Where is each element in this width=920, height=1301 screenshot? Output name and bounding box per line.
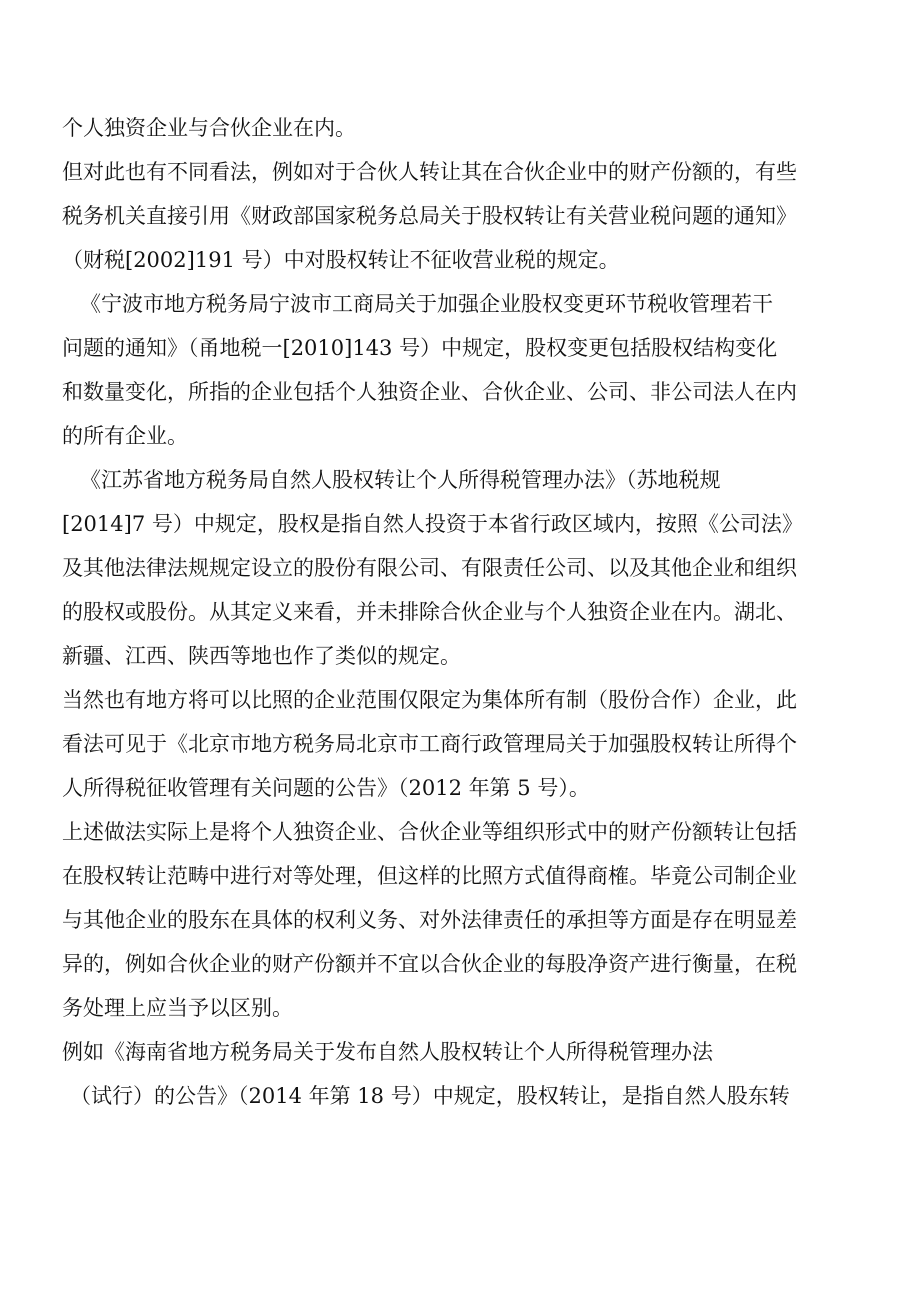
text-line: 的股权或股份。从其定义来看，并未排除合伙企业与个人独资企业在内。湖北、 [62, 600, 797, 624]
document-body [62, 106, 862, 1118]
text-line: 问题的通知》（甬地税一[2010]143 号）中规定，股权变更包括股权结构变化 [62, 336, 778, 360]
text-line: 在股权转让范畴中进行对等处理，但这样的比照方式值得商榷。毕竟公司制企业 [62, 864, 797, 888]
text-line: [2014]7 号）中规定，股权是指自然人投资于本省行政区域内，按照《公司法》 [62, 512, 803, 536]
text-line: 与其他企业的股东在具体的权利义务、对外法律责任的承担等方面是存在明显差 [62, 908, 797, 932]
text-line: 的所有企业。 [62, 424, 188, 448]
text-line: 当然也有地方将可以比照的企业范围仅限定为集体所有制（股份合作）企业，此 [62, 688, 797, 712]
text-line: （财税[2002]191 号）中对股权转让不征收营业税的规定。 [62, 248, 620, 272]
text-line: 新疆、江西、陕西等地也作了类似的规定。 [62, 644, 461, 668]
text-line: 税务机关直接引用《财政部国家税务总局关于股权转让有关营业税问题的通知》 [62, 204, 797, 228]
text-line: 例如《海南省地方税务局关于发布自然人股权转让个人所得税管理办法 [62, 1040, 713, 1064]
text-line: 及其他法律法规规定设立的股份有限公司、有限责任公司、以及其他企业和组织 [62, 556, 797, 580]
text-line: （试行）的公告》（2014 年第 18 号）中规定，股权转让，是指自然人股东转 [70, 1084, 790, 1108]
text-line: 但对此也有不同看法，例如对于合伙人转让其在合伙企业中的财产份额的，有些 [62, 160, 797, 184]
text-line: 人所得税征收管理有关问题的公告》（2012 年第 5 号）。 [62, 776, 590, 800]
text-line: 个人独资企业与合伙企业在内。 [62, 116, 356, 140]
text-line: 看法可见于《北京市地方税务局北京市工商行政管理局关于加强股权转让所得个 [62, 732, 797, 756]
text-line: 务处理上应当予以区别。 [62, 996, 293, 1020]
text-line: 《宁波市地方税务局宁波市工商局关于加强企业股权变更环节税收管理若干 [80, 292, 773, 316]
text-line: 上述做法实际上是将个人独资企业、合伙企业等组织形式中的财产份额转让包括 [62, 820, 797, 844]
text-line: 异的，例如合伙企业的财产份额并不宜以合伙企业的每股净资产进行衡量，在税 [62, 952, 797, 976]
text-line: 和数量变化，所指的企业包括个人独资企业、合伙企业、公司、非公司法人在内 [62, 380, 797, 404]
text-line: 《江苏省地方税务局自然人股权转让个人所得税管理办法》（苏地税规 [80, 468, 721, 492]
